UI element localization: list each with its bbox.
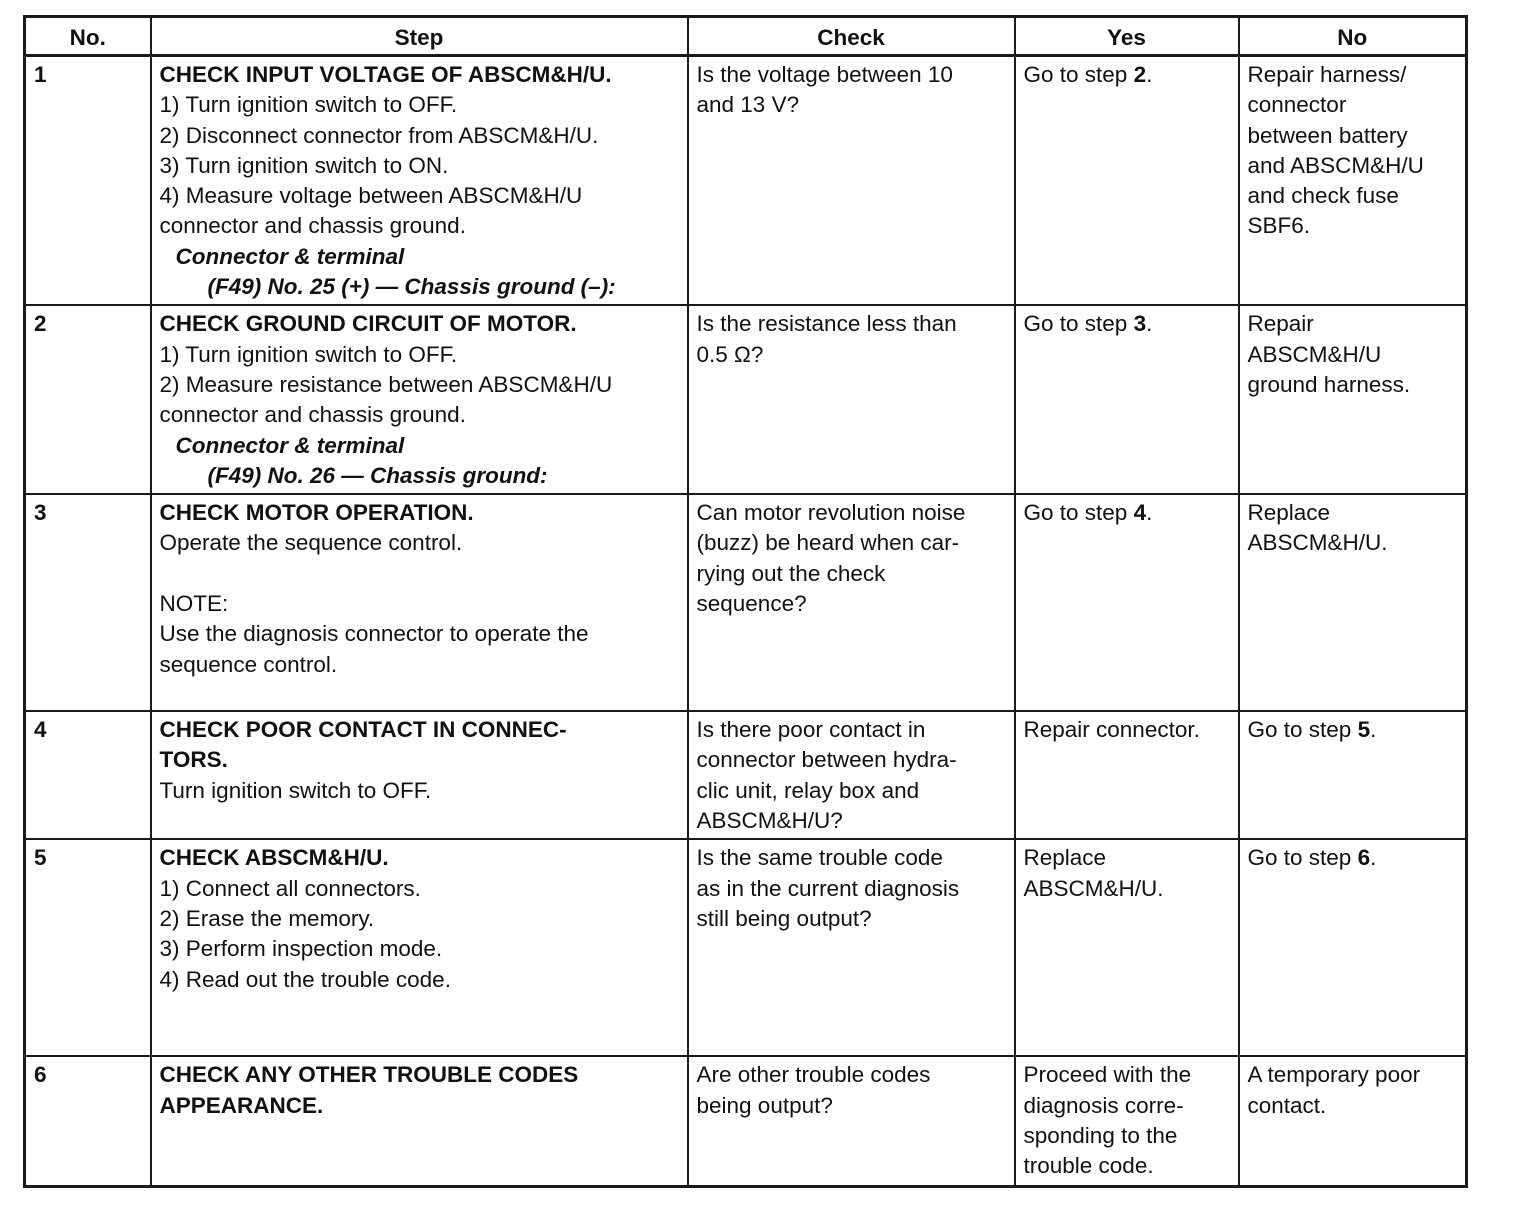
no-line: ground harness. (1247, 371, 1411, 397)
no-step-number: 6 (1357, 845, 1371, 871)
check-line: Is there poor contact in (696, 717, 926, 743)
yes-cell (1015, 839, 1239, 1056)
check-cell (688, 839, 1015, 1056)
yes-text: Go to step (1023, 62, 1134, 87)
step-title: CHECK INPUT VOLTAGE OF ABSCM&H/U. (159, 62, 612, 87)
no-cell (1239, 305, 1467, 494)
check-line: (buzz) be heard when car- (696, 530, 960, 556)
yes-step-number: 3 (1133, 311, 1147, 337)
table-row (25, 494, 1467, 711)
table-row (25, 839, 1467, 1056)
step-number: 3 (25, 494, 151, 711)
note-line: sequence control. (159, 651, 338, 677)
step-line: 2) Measure resistance between ABSCM&H/U (159, 371, 613, 397)
note-label: NOTE: (159, 591, 229, 617)
step-line: 1) Connect all connectors. (159, 875, 421, 901)
check-line: 0.5 Ω? (696, 341, 764, 367)
no-line: A temporary poor (1247, 1062, 1421, 1088)
step-number: 2 (25, 305, 151, 494)
step-line: 4) Read out the trouble code. (159, 966, 451, 992)
step-number: 6 (25, 1056, 151, 1186)
step-line: 1) Turn ignition switch to OFF. (159, 341, 458, 367)
step-title: CHECK POOR CONTACT IN CONNEC- (159, 717, 567, 743)
no-suffix: . (1370, 717, 1377, 743)
header-row (25, 17, 1467, 56)
no-line: connector (1247, 92, 1347, 118)
no-cell (1239, 1056, 1467, 1186)
step-cell (151, 1056, 688, 1186)
check-line: as in the current diagnosis (696, 875, 960, 901)
table-row (25, 305, 1467, 494)
yes-cell (1015, 1056, 1239, 1186)
step-title: CHECK MOTOR OPERATION. (159, 500, 474, 526)
check-line: ABSCM&H/U? (696, 808, 843, 834)
yes-text: Go to step (1023, 500, 1134, 526)
no-text: Go to step (1247, 845, 1358, 871)
no-cell (1239, 839, 1467, 1056)
header-check: Check (688, 17, 1015, 56)
connector-terminal-spec: (F49) No. 26 — Chassis ground: (207, 462, 548, 488)
step-line: 2) Erase the memory. (159, 905, 375, 931)
check-line: Can motor revolution noise (696, 500, 966, 526)
check-line: Is the same trouble code (696, 845, 943, 871)
step-line: Operate the sequence control. (159, 530, 463, 556)
no-text: Go to step (1247, 717, 1358, 743)
step-line: 3) Perform inspection mode. (159, 936, 443, 962)
connector-terminal-label: Connector & terminal (175, 243, 405, 269)
yes-suffix: . (1146, 311, 1153, 337)
no-line: ABSCM&H/U. (1247, 530, 1388, 556)
step-line: connector and chassis ground. (159, 213, 466, 239)
no-cell (1239, 56, 1467, 306)
yes-step-number: 2 (1133, 62, 1147, 87)
check-line: Is the resistance less than (696, 311, 957, 337)
yes-suffix: . (1146, 500, 1153, 526)
no-cell (1239, 711, 1467, 839)
check-cell (688, 305, 1015, 494)
step-number: 1 (25, 56, 151, 306)
step-title: TORS. (159, 747, 228, 773)
step-title: CHECK ANY OTHER TROUBLE CODES (159, 1062, 579, 1088)
yes-cell (1015, 305, 1239, 494)
yes-text: Repair connector. (1023, 717, 1200, 743)
check-line: being output? (696, 1092, 833, 1118)
connector-terminal-label: Connector & terminal (175, 432, 405, 458)
yes-line: ABSCM&H/U. (1023, 875, 1164, 901)
step-line: 1) Turn ignition switch to OFF. (159, 92, 458, 118)
yes-line: Replace (1023, 845, 1107, 871)
step-title: CHECK GROUND CIRCUIT OF MOTOR. (159, 311, 577, 337)
yes-cell (1015, 56, 1239, 306)
spacer (160, 559, 680, 589)
check-line: Are other trouble codes (696, 1062, 931, 1088)
step-cell (151, 56, 688, 306)
header-step: Step (151, 17, 688, 56)
no-line: contact. (1247, 1092, 1327, 1118)
no-cell (1239, 494, 1467, 711)
step-cell (151, 839, 688, 1056)
yes-cell (1015, 494, 1239, 711)
header-yes: Yes (1015, 17, 1239, 56)
yes-cell (1015, 711, 1239, 839)
no-line: and ABSCM&H/U (1247, 152, 1424, 178)
yes-line: diagnosis corre- (1023, 1092, 1184, 1118)
check-line: rying out the check (696, 560, 886, 586)
no-suffix: . (1370, 845, 1377, 871)
no-line: Repair (1247, 311, 1314, 337)
check-line: clic unit, relay box and (696, 777, 920, 803)
no-line: between battery (1247, 122, 1408, 148)
note-line: Use the diagnosis connector to operate the (159, 621, 589, 647)
no-line: ABSCM&H/U (1247, 341, 1382, 367)
check-line: and 13 V? (696, 92, 800, 118)
no-line: Repair harness/ (1247, 62, 1407, 87)
step-cell (151, 711, 688, 839)
table-row (25, 56, 1467, 306)
diagnosis-table (23, 15, 1468, 1188)
yes-step-number: 4 (1133, 500, 1147, 526)
step-line: 2) Disconnect connector from ABSCM&H/U. (159, 122, 599, 148)
yes-text: Go to step (1023, 311, 1134, 337)
header-no-column: No (1239, 17, 1467, 56)
connector-terminal-spec: (F49) No. 25 (+) — Chassis ground (–): (207, 274, 616, 300)
no-step-number: 5 (1357, 717, 1371, 743)
no-line: Replace (1247, 500, 1331, 526)
step-title: CHECK ABSCM&H/U. (159, 845, 389, 871)
yes-suffix: . (1146, 62, 1153, 87)
check-cell (688, 711, 1015, 839)
check-line: still being output? (696, 905, 872, 931)
check-cell (688, 1056, 1015, 1186)
no-line: and check fuse (1247, 183, 1399, 209)
check-line: connector between hydra- (696, 747, 957, 773)
check-line: sequence? (696, 591, 807, 617)
yes-line: trouble code. (1023, 1153, 1154, 1179)
step-number: 4 (25, 711, 151, 839)
table-row (25, 711, 1467, 839)
step-line: Turn ignition switch to OFF. (159, 777, 432, 803)
step-cell (151, 305, 688, 494)
step-line: 3) Turn ignition switch to ON. (159, 152, 449, 178)
check-cell (688, 494, 1015, 711)
step-number: 5 (25, 839, 151, 1056)
yes-line: sponding to the (1023, 1122, 1178, 1148)
no-line: SBF6. (1247, 213, 1311, 239)
check-cell (688, 56, 1015, 306)
step-line: 4) Measure voltage between ABSCM&H/U (159, 183, 583, 209)
check-line: Is the voltage between 10 (696, 62, 953, 87)
table-row (25, 1056, 1467, 1186)
step-title: APPEARANCE. (159, 1092, 324, 1118)
step-cell (151, 494, 688, 711)
yes-line: Proceed with the (1023, 1062, 1192, 1088)
header-no: No. (25, 17, 151, 56)
step-line: connector and chassis ground. (159, 402, 466, 428)
